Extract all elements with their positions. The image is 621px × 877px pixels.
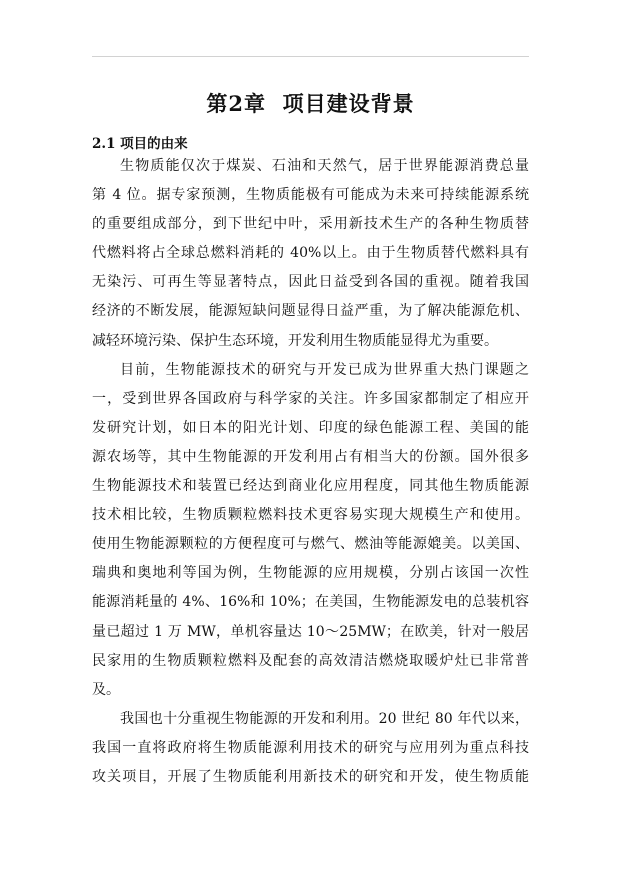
body-text — [92, 152, 529, 792]
text-line: 代燃料将占全球总燃料消耗的 40%以上。由于生物质替代燃料具有 — [92, 245, 529, 262]
text-line: 攻关项目，开展了生物质能利用新技术的研究和开发，使生物质能 — [92, 768, 529, 785]
text-line: 使用生物能源颗粒的方便程度可与燃气、燃油等能源媲美。以美国、 — [92, 536, 529, 553]
section-heading: 2.1 项目的由来 — [92, 136, 188, 152]
text-line: 一，受到世界各国政府与科学家的关注。许多国家都制定了相应开 — [92, 390, 529, 407]
chapter-title: 第2章 项目建设背景 — [206, 91, 415, 116]
text-line: 及。 — [92, 681, 120, 698]
text-line: 瑞典和奥地利等国为例，生物能源的应用规模，分别占该国一次性 — [92, 565, 529, 582]
text-line: 无染污、可再生等显著特点，因此日益受到各国的重视。随着我国 — [92, 274, 529, 291]
text-line: 民家用的生物质颗粒燃料及配套的高效清洁燃烧取暖炉灶已非常普 — [92, 652, 529, 669]
text-line: 目前，生物能源技术的研究与开发已成为世界重大热门课题之 — [120, 361, 529, 378]
header-rule — [92, 56, 529, 57]
text-line: 量已超过 1 万 MW，单机容量达 10～25MW；在欧美，针对一般居 — [92, 623, 529, 640]
text-line: 技术相比较，生物质颗粒燃料技术更容易实现大规模生产和使用。 — [92, 507, 529, 524]
text-line: 第 4 位。据专家预测，生物质能极有可能成为未来可持续能源系统 — [92, 187, 529, 204]
text-line: 生物质能仅次于煤炭、石油和天然气，居于世界能源消费总量 — [120, 158, 529, 174]
text-line: 源农场等，其中生物能源的开发利用占有相当大的份额。国外很多 — [92, 448, 529, 465]
text-line: 我国一直将政府将生物质能源利用技术的研究与应用列为重点科技 — [92, 739, 529, 756]
text-line: 发研究计划，如日本的阳光计划、印度的绿色能源工程、美国的能 — [92, 419, 529, 436]
text-line: 生物能源技术和装置已经达到商业化应用程度，同其他生物质能源 — [92, 478, 529, 495]
text-line: 能源消耗量的 4%、16%和 10%；在美国，生物能源发电的总装机容 — [92, 594, 529, 611]
text-line: 减轻环境污染、保护生态环境，开发利用生物质能显得尤为重要。 — [92, 332, 498, 349]
text-line: 的重要组成部分，到下世纪中叶，采用新技术生产的各种生物质替 — [92, 216, 529, 233]
text-line: 经济的不断发展，能源短缺问题显得日益严重，为了解决能源危机、 — [92, 303, 529, 320]
text-line: 我国也十分重视生物能源的开发和利用。20 世纪 80 年代以来， — [120, 710, 529, 727]
